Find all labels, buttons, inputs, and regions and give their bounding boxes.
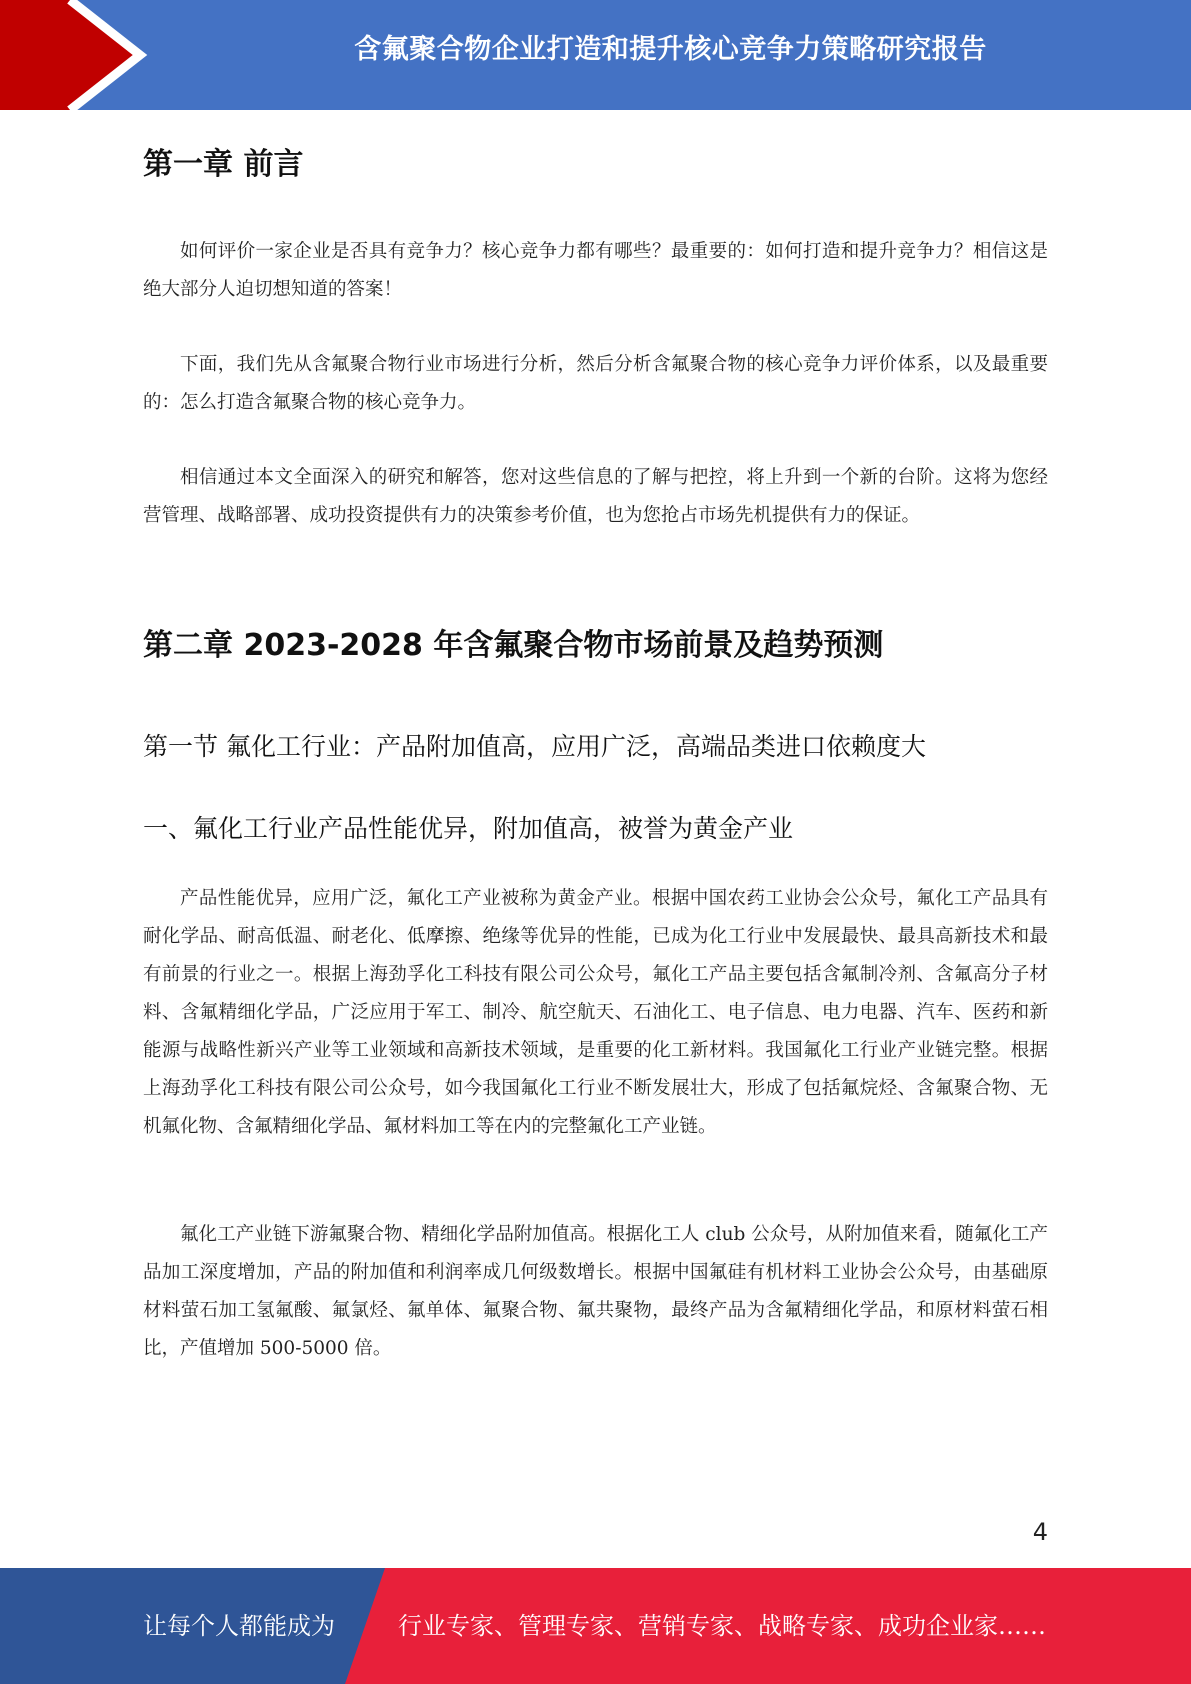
report-title: 含氟聚合物企业打造和提升核心竞争力策略研究报告 — [354, 34, 987, 65]
subsection-1-paragraph-1: 产品性能优异，应用广泛，氟化工产业被称为黄金产业。根据中国农药工业协会公众号，氟化工产品具有耐化学品、耐高低温、耐老化、低摩擦、绝缘等优异的性能，已成为化工行业中发展最快、最具高新技术和最有前景的行业之一。根据上海劲孚化工科技有限公司公众号，氟化工产品主要包括含氟制冷剂、含氟高分子材料、含氟精细化学品，广泛应用于军工、制冷、航空航天、石油化工、电子信息、电力电器、汽车、医药和新能源与战略性新兴产业等工业领域和高新技术领域，是重要的化工新材料。我国氟化工行业产业链完整。根据上海劲孚化工科技有限公司公众号，如今我国氟化工行业不断发展壮大，形成了包括氟烷烃、含氟聚合物、无机氟化物、含氟精细化学品、氟材料加工等在内的完整氟化工产业链。 — [143, 888, 1048, 1137]
chapter-1-paragraph-3: 相信通过本文全面深入的研究和解答，您对这些信息的了解与把控，将上升到一个新的台阶。这将为您经营管理、战略部署、成功投资提供有力的决策参考价值，也为您抢占市场先机提供有力的保证。 — [143, 467, 1048, 526]
header-arrow-decoration — [0, 0, 160, 110]
footer-slogan-right: 行业专家、管理专家、营销专家、战略专家、成功企业家…… — [398, 1612, 1046, 1640]
subsection-1-heading: 一、氟化工行业产品性能优异，附加值高，被誉为黄金产业 — [143, 814, 794, 843]
chapter-1-heading: 第一章 前言 — [143, 147, 304, 182]
chapter-1-paragraph-1: 如何评价一家企业是否具有竞争力？核心竞争力都有哪些？最重要的：如何打造和提升竞争力？相信这是绝大部分人迫切想知道的答案！ — [143, 241, 1048, 300]
page-number: 4 — [1032, 1518, 1048, 1546]
subsection-1-paragraph-2: 氟化工产业链下游氟聚合物、精细化学品附加值高。根据化工人 club 公众号，从附加值来看，随氟化工产品加工深度增加，产品的附加值和利润率成几何级数增长。根据中国氟硅有机材料工业协会公众号，由基础原材料萤石加工氢氟酸、氟氯烃、氟单体、氟聚合物、氟共聚物，最终产品为含氟精细化学品，和原材料萤石相比，产值增加 500-5000 倍。 — [143, 1224, 1048, 1359]
chapter-1-paragraph-2: 下面，我们先从含氟聚合物行业市场进行分析，然后分析含氟聚合物的核心竞争力评价体系，以及最重要的：怎么打造含氟聚合物的核心竞争力。 — [143, 354, 1048, 413]
section-1-heading: 第一节 氟化工行业：产品附加值高，应用广泛，高端品类进口依赖度大 — [143, 732, 926, 761]
footer-slogan-left: 让每个人都能成为 — [143, 1612, 335, 1640]
chapter-2-heading: 第二章 2023-2028 年含氟聚合物市场前景及趋势预测 — [143, 628, 884, 663]
footer-band — [0, 1568, 1191, 1684]
header-band — [0, 0, 1191, 110]
